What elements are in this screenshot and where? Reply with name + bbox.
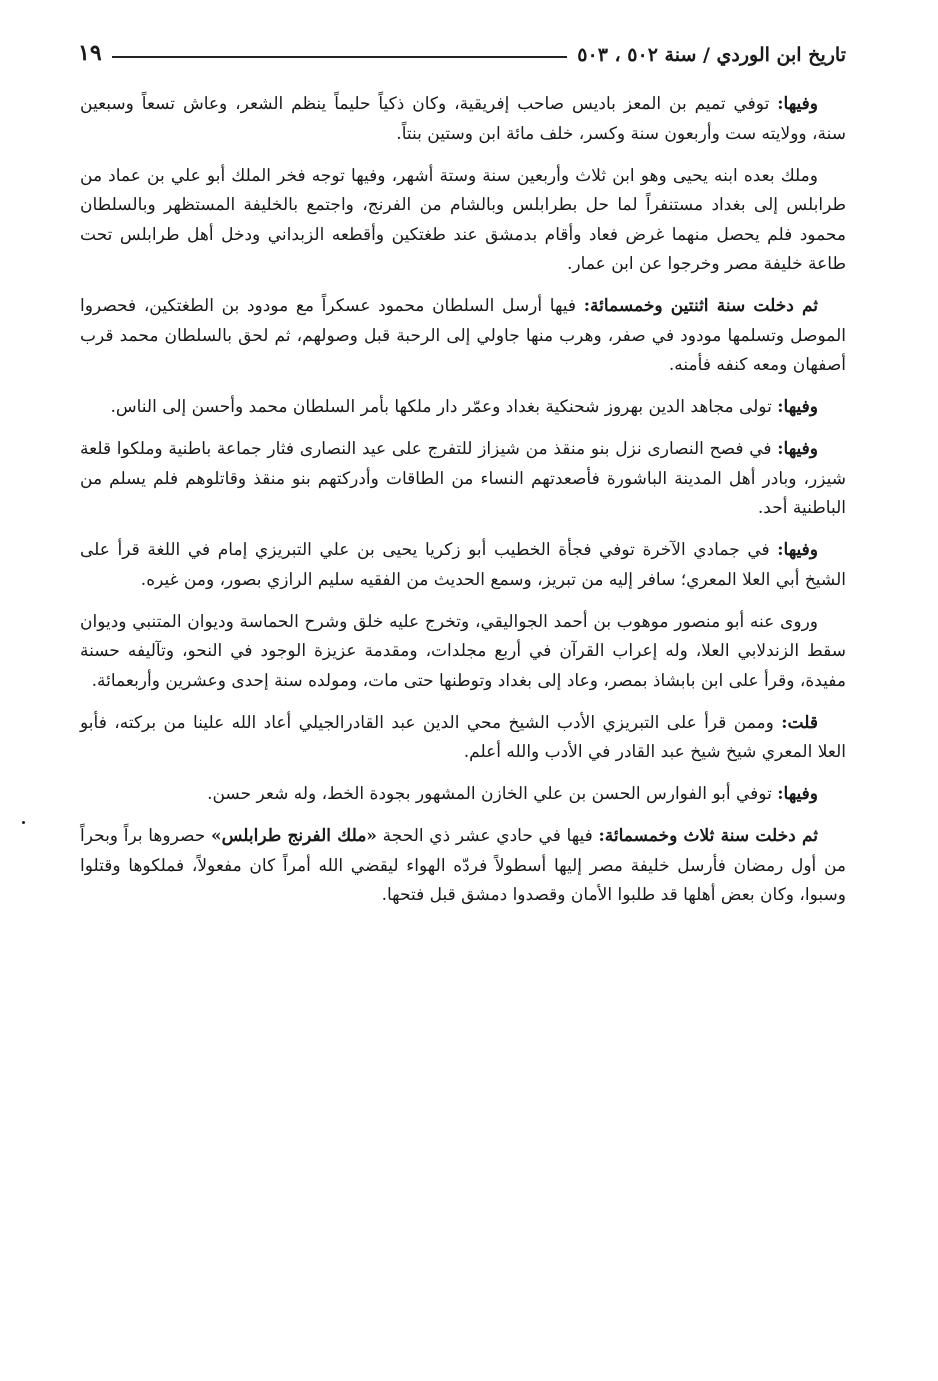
paragraph-text: في جمادي الآخرة توفي فجأة الخطيب أبو زكريا يحيى بن علي التبريزي إمام في اللغة قرأ على الشيخ أبي العلا المعري؛ سافر إليه من تبريز، وسمع الحديث من الفقيه سليم الرازي بصور، ومن غيره. xyxy=(80,540,846,590)
paragraph-text: توفي أبو الفوارس الحسن بن علي الخازن المشهور بجودة الخط، وله شعر حسن. xyxy=(207,784,778,804)
paragraph xyxy=(80,292,846,381)
running-title: تاريخ ابن الوردي / سنة ٥٠٢ ، ٥٠٣ xyxy=(577,44,846,66)
paragraph-lead: وفيها: xyxy=(777,439,818,459)
paragraph-text: توفي تميم بن المعز باديس صاحب إفريقية، وكان ذكياً حليماً ينظم الشعر، وعاش تسعاً وسبعين سنة، وولايته ست وأربعون سنة وكسر، خلف مائة ابن وستين بنتاً. xyxy=(80,94,846,144)
paragraph-tail: حصروها براً وبحراً من أول رمضان فأرسل خليفة مصر إليها أسطولاً فردّه الهواء ليقضي الله أمراً كان مفعولاً، فملكوها وقتلوا وسبوا، وكان بعض أهلها قد طلبوا الأمان وقصدوا دمشق قبل فتحها. xyxy=(80,826,846,905)
paragraph-lead: وفيها: xyxy=(777,397,818,417)
paragraph xyxy=(80,709,846,768)
paragraph-lead: وفيها: xyxy=(777,94,818,114)
paragraph-lead: وفيها: xyxy=(777,784,818,804)
page-number: ١٩ xyxy=(78,40,102,66)
paragraph-lead: قلت: xyxy=(781,712,818,733)
body-text xyxy=(80,90,846,923)
paragraph-text: وممن قرأ على التبريزي الأدب الشيخ محي الدين عبد القادرالجيلي أعاد الله علينا من بركته، فأبو العلا المعري شيخ شيخ عبد القادر في الأدب والله أعلم. xyxy=(80,712,846,762)
paragraph xyxy=(80,822,846,911)
running-header xyxy=(78,30,846,66)
paragraph-lead: وفيها: xyxy=(777,540,818,560)
paragraph xyxy=(80,608,846,697)
paragraph-text: وملك بعده ابنه يحيى وهو ابن ثلاث وأربعين سنة وستة أشهر، وفيها توجه فخر الملك أبو علي بن عماد من طرابلس إلى بغداد مستنفراً لما حل بطرابلس وبالشام من الفرنج، واجتمع بالخليفة المستظهر وبالسلطان محمود فلم يحصل منهما غرض فعاد وأقام بدمشق عند طغتكين وأقطعه الزبداني ودخل أهل طرابلس تحت طاعة خليفة مصر وخرجوا عن ابن عمار. xyxy=(80,165,846,274)
paragraph-text: وروى عنه أبو منصور موهوب بن أحمد الجواليقي، وتخرج عليه خلق وشرح الحماسة وديوان المتنبي وديوان سقط الزندلابي العلا، وله إعراب القرآن في أربع مجلدات، ومقدمة عزيزة الوجود في النحو، وتآليفه حسنة مفيدة، وقرأ على ابن بابشاذ بمصر، وعاد إلى بغداد وتوطنها حتى مات، ومولده سنة إحدى وعشرين وأربعمائة. xyxy=(80,611,846,691)
paragraph xyxy=(80,162,846,280)
paragraph-text: في فصح النصارى نزل بنو منقذ من شيزاز للتفرج على عيد النصارى فثار جماعة باطنية وملكوا قلعة شيزر، وبادر أهل المدينة الباشورة فأصعدتهم النساء من الطاقات وأدركتهم بنو منقذ وقاتلوهم فلم يسلم من الباطنية أحد. xyxy=(80,439,846,518)
paragraph-text: فيها أرسل السلطان محمود عسكراً مع مودود بن الطغتكين، فحصروا الموصل وتسلمها مودود في صفر، وهرب منها جاولي إلى الرحبة قبل وصولهم، ثم لحق بالسلطان محمد قرب أصفهان ومعه كنفه فأمنه. xyxy=(80,296,846,375)
paragraph-text: تولى مجاهد الدين بهروز شحنكية بغداد وعمّر دار ملكها بأمر السلطان محمد وأحسن إلى الناس. xyxy=(110,397,778,417)
paragraph-lead: ثم دخلت سنة اثنتين وخمسمائة: xyxy=(583,296,819,316)
paragraph-text: فيها في حادي عشر ذي الحجة xyxy=(376,826,599,846)
paragraph-lead: ثم دخلت سنة ثلاث وخمسمائة: xyxy=(598,826,818,846)
paragraph xyxy=(80,780,846,810)
paragraph xyxy=(80,90,846,149)
emphasized-phrase: «ملك الفرنج طرابلس» xyxy=(210,826,377,846)
paragraph xyxy=(80,393,846,423)
paragraph xyxy=(80,435,846,524)
header-rule xyxy=(112,56,568,58)
scan-speck xyxy=(22,821,25,824)
paragraph xyxy=(80,536,846,595)
